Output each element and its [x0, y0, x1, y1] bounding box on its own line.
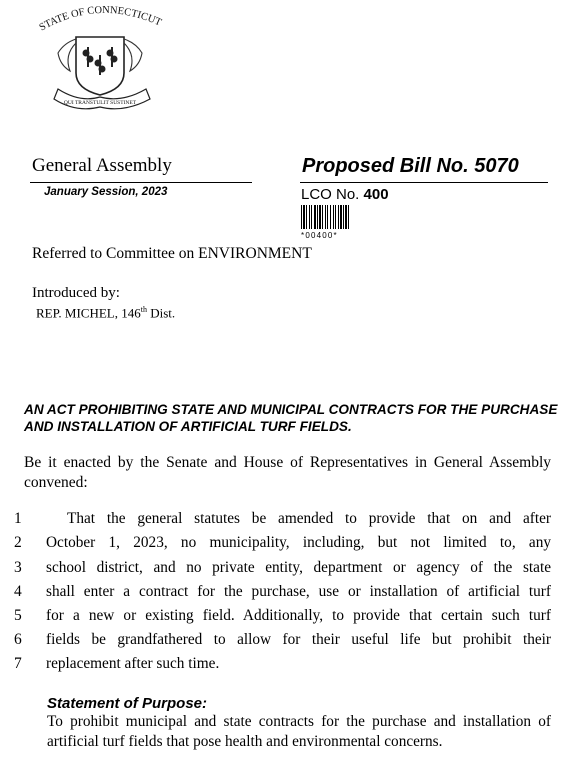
lco-number [301, 186, 389, 203]
statement-of-purpose-text: To prohibit municipal and state contracts for the purchase and installation of artificial turf fields that pose health and environmental concerns. [47, 713, 551, 750]
bill-title: Proposed Bill No. 5070 [302, 155, 519, 177]
statement-of-purpose-label: Statement of Purpose: [47, 695, 208, 712]
svg-text:STATE OF CONNECTICUT: STATE OF CONNECTICUT [37, 4, 163, 34]
bill-text-line: October 1, 2023, no municipality, including, but not limited to, any [46, 534, 551, 551]
committee-referral: Referred to Committee on ENVIRONMENT [32, 245, 312, 262]
sponsor-name: REP. MICHEL, 146 [36, 305, 141, 321]
assembly-label: General Assembly [32, 155, 172, 176]
line-number: 3 [14, 559, 22, 576]
line-number: 6 [14, 631, 22, 648]
sponsor-district: Dist. [146, 305, 176, 321]
line-number: 5 [14, 607, 22, 624]
header-rule-right [300, 182, 548, 183]
state-seal-logo [30, 3, 170, 115]
lco-value: 400 [363, 186, 389, 203]
lco-label: LCO No. [301, 186, 364, 203]
header-rule-left [30, 182, 252, 183]
bill-text-line: school district, and no private entity, department or agency of the state [46, 559, 551, 576]
bill-text-line: replacement after such time. [46, 655, 220, 672]
session-label: January Session, 2023 [44, 186, 168, 198]
sponsor [36, 305, 175, 321]
bill-text-line: for a new or existing field. Additionally, to provide that certain such turf [46, 607, 551, 624]
line-number: 2 [14, 534, 22, 551]
barcode-text: *00400* [301, 231, 338, 240]
line-number: 4 [14, 583, 22, 600]
bill-text-line [46, 510, 551, 528]
line-number: 1 [14, 510, 22, 527]
svg-text:QUI TRANSTULIT SUSTINET: QUI TRANSTULIT SUSTINET [63, 100, 137, 106]
line-number: 7 [14, 655, 22, 672]
bill-text-content: That the general statutes be amended to provide that on and after [67, 510, 551, 527]
barcode-graphic [301, 205, 379, 229]
act-title: AN ACT PROHIBITING STATE AND MUNICIPAL CONTRACTS FOR THE PURCHASE AND INSTALLATION OF ARTIFICIAL TURF FIELDS. [24, 402, 558, 434]
sponsor-ordinal: th [140, 305, 147, 314]
enacting-clause: Be it enacted by the Senate and House of Representatives in General Assembly convened: [24, 454, 551, 491]
bill-text-line: fields be grandfathered to allow for their useful life but prohibit their [46, 631, 551, 648]
introduced-by-label: Introduced by: [32, 285, 120, 301]
bill-text-line: shall enter a contract for the purchase, use or installation of artificial turf [46, 583, 551, 600]
